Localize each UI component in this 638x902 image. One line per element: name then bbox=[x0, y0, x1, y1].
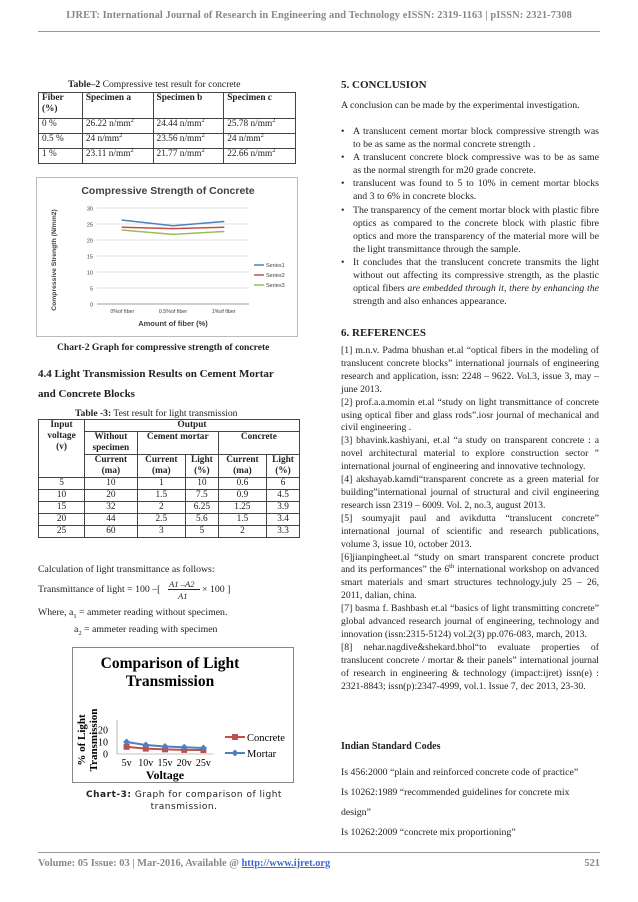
table2-caption bbox=[68, 79, 241, 90]
list-item: Is 10262:1989 “recommended guidelines for concrete mix design” bbox=[341, 787, 570, 818]
x-tick-label: 20v bbox=[176, 758, 192, 769]
table-row bbox=[39, 514, 300, 526]
series-line-series1 bbox=[122, 220, 223, 226]
table3-header-without: Without specimen bbox=[85, 432, 138, 455]
table3-header-concrete: Concrete bbox=[218, 432, 299, 455]
legend-label: Mortar bbox=[247, 749, 277, 760]
table3-subheader: Light (%) bbox=[267, 455, 300, 478]
y-tick-label: 10 bbox=[98, 737, 108, 749]
chart2-caption: Chart-2 Graph for compressive strength of concrete bbox=[57, 342, 270, 353]
y-tick-label: 20 bbox=[98, 725, 108, 737]
table3-cell: 6 bbox=[267, 478, 300, 490]
section44-title-line2: and Concrete Blocks bbox=[38, 388, 135, 400]
superscript: 2 bbox=[201, 116, 205, 124]
y-tick-label: 15 bbox=[86, 254, 93, 261]
table3-caption-text: Test result for light transmission bbox=[111, 408, 238, 419]
data-point bbox=[172, 234, 174, 236]
chart3-caption-text: Graph for comparison of light transmission. bbox=[131, 790, 282, 812]
table3-cell: 44 bbox=[85, 514, 138, 526]
table3-cell: 60 bbox=[85, 526, 138, 538]
table2-cell-value: 26.22 n/mm bbox=[85, 119, 131, 129]
footer-link[interactable]: http://www.ijret.org bbox=[241, 858, 331, 869]
table3-subheader: Current (ma) bbox=[137, 455, 185, 478]
chart3-caption-label: Chart-3: bbox=[86, 790, 132, 800]
table2-cell: 1 % bbox=[39, 149, 83, 164]
x-tick-label: 15v bbox=[157, 758, 173, 769]
table3-cell: 20 bbox=[85, 490, 138, 502]
data-point bbox=[223, 226, 225, 228]
where2-label: a bbox=[74, 624, 79, 635]
table3 bbox=[38, 419, 300, 538]
list-item bbox=[341, 125, 599, 151]
table2 bbox=[38, 92, 296, 164]
table3-cell: 5.6 bbox=[185, 514, 218, 526]
bullet-glyph: • bbox=[341, 178, 345, 190]
table2-cell bbox=[153, 131, 224, 149]
list-item bbox=[341, 151, 599, 177]
list-item: [7] basma f. Bashbash et.al “basics of light transmitting concrete” global advanced research journal of engineering, technology and innovation (issn:2315-5124) vol.2(3) pp.076-083, march, 2013. bbox=[341, 603, 599, 640]
page-number: 521 bbox=[584, 858, 600, 869]
ref6-text: [6]jianpingheet.al “study on smart transparent concrete product and its performances” the 6 bbox=[341, 551, 599, 576]
data-point bbox=[172, 225, 174, 227]
table2-cell: 0.5 % bbox=[39, 134, 83, 149]
data-point bbox=[122, 226, 124, 228]
chart3-frame bbox=[72, 647, 294, 783]
list-item: [2] prof.a.a.momin et.al “study on light transmittance of concrete using optical fiber and glass rods”.iosr journal of mechanical and civil engineering . bbox=[341, 396, 599, 434]
where1-sub: 1 bbox=[73, 612, 77, 620]
chart-title: Compressive Strength of Concrete bbox=[81, 185, 255, 197]
table3-cell: 10 bbox=[85, 478, 138, 490]
codes-title: Indian Standard Codes bbox=[341, 741, 441, 752]
table2-caption-text: Compressive test result for concrete bbox=[100, 79, 241, 90]
table2-cell-value: 21.77 n/mm bbox=[156, 149, 202, 159]
table-row bbox=[39, 526, 300, 538]
x-axis-title: Amount of fiber (%) bbox=[138, 319, 208, 328]
table3-cell: 32 bbox=[85, 502, 138, 514]
where1-text: = ammeter reading without specimen. bbox=[76, 607, 228, 618]
y-axis-title: % of Light bbox=[76, 714, 88, 766]
header-divider bbox=[38, 31, 600, 32]
table3-cell: 5 bbox=[185, 526, 218, 538]
legend-label: Series3 bbox=[266, 283, 285, 289]
table3-cell: 10 bbox=[39, 490, 85, 502]
superscript: 2 bbox=[201, 131, 205, 139]
x-tick-label: 0%of fiber bbox=[110, 309, 135, 315]
x-axis-title: Voltage bbox=[145, 768, 185, 782]
table3-cell: 0.6 bbox=[218, 478, 266, 490]
table3-header-cement: Cement mortar bbox=[137, 432, 218, 455]
legend-marker bbox=[232, 734, 238, 740]
formula-numerator: A1 –A2 bbox=[169, 579, 195, 589]
journal-header: IJRET: International Journal of Research in Engineering and Technology eISSN: 2319-1163 | pISSN: 2321-7308 bbox=[66, 10, 572, 21]
superscript: 2 bbox=[130, 116, 135, 124]
bullet-text: The transparency of the cement mortar block with plastic fibre optics as compared to the concrete block with plastic fibre optics and more the transparency of the material more will be the light transmittance through the sample. bbox=[353, 204, 599, 255]
table2-cell bbox=[153, 146, 224, 164]
table2-cell bbox=[82, 116, 153, 134]
where1-label: Where, a bbox=[38, 607, 74, 618]
conclusion-intro: A conclusion can be made by the experimental investigation. bbox=[341, 100, 580, 111]
chart2-svg bbox=[37, 178, 299, 338]
bullet-text: A translucent concrete block compressive was to be as same as the normal strength for m20 grade concrete. bbox=[353, 152, 599, 177]
table3-subheader: Light (%) bbox=[185, 455, 218, 478]
data-point bbox=[223, 221, 225, 223]
table3-cell: 1 bbox=[137, 478, 185, 490]
list-item bbox=[341, 177, 599, 203]
references-title: 6. REFERENCES bbox=[341, 327, 426, 339]
table3-cell: 15 bbox=[39, 502, 85, 514]
table3-caption-label: Table -3: bbox=[75, 408, 112, 419]
table2-header: Fiber (%) bbox=[39, 93, 83, 119]
table2-cell: 0 % bbox=[39, 119, 83, 134]
table2-cell-value: 25.78 n/mm bbox=[227, 119, 273, 129]
superscript: 2 bbox=[260, 131, 264, 139]
table2-cell bbox=[82, 146, 153, 164]
chart-title: Comparison of Light bbox=[100, 655, 240, 672]
table3-subheader: Current (ma) bbox=[85, 455, 138, 478]
superscript: 2 bbox=[272, 116, 276, 124]
legend-marker bbox=[232, 750, 239, 757]
data-point bbox=[122, 219, 124, 221]
table3-cell: 3.4 bbox=[267, 514, 300, 526]
y-tick-label: 10 bbox=[86, 270, 93, 277]
table3-cell: 3 bbox=[137, 526, 185, 538]
data-point bbox=[223, 231, 225, 233]
bullet-glyph: • bbox=[341, 204, 345, 216]
where-line1 bbox=[38, 606, 227, 623]
table2-cell-value: 22.66 n/mm bbox=[227, 149, 273, 159]
table-row bbox=[39, 149, 296, 164]
chart-title: Transmission bbox=[125, 673, 215, 690]
bullet-text-italic: are embedded through it, there by enhancing the bbox=[407, 283, 599, 295]
table3-cell: 7.5 bbox=[185, 490, 218, 502]
list-item: [8] nehar.nagdive&shekard.bhol“to evaluate properties of translucent concrete / mortar & their panels” international journal of research in engineering & technology (impact:ijret) issn(e) : 2321-8843; issn(p):2347-4999, vol.1. Issue 7, dec 2013, 23-30. bbox=[341, 641, 599, 692]
where-line2 bbox=[74, 623, 217, 640]
x-tick-label: 0.5%of fiber bbox=[158, 309, 188, 315]
table2-cell bbox=[82, 131, 153, 149]
table2-cell bbox=[153, 116, 224, 134]
footer-divider bbox=[38, 852, 600, 853]
table3-cell: 3.9 bbox=[267, 502, 300, 514]
table3-caption bbox=[75, 408, 237, 419]
superscript: 2 bbox=[119, 131, 123, 139]
bullet-glyph: • bbox=[341, 126, 345, 137]
superscript: 2 bbox=[272, 146, 276, 154]
table-row bbox=[39, 119, 296, 134]
references-list bbox=[341, 345, 599, 693]
bullet-text: translucent was found to 5 to 10% in cement mortar blocks and 3 to 6% in concrete blocks. bbox=[353, 178, 599, 203]
chart3-svg bbox=[73, 648, 295, 784]
table3-cell: 2.5 bbox=[137, 514, 185, 526]
superscript: 2 bbox=[130, 146, 134, 154]
bullet-glyph: • bbox=[341, 152, 345, 164]
bullet-glyph: • bbox=[341, 256, 345, 268]
y-tick-label: 0 bbox=[103, 749, 108, 761]
section44-title-line1: 4.4 Light Transmission Results on Cement Mortar bbox=[38, 368, 274, 380]
table3-cell: 3.3 bbox=[267, 526, 300, 538]
table2-cell-value: 24 n/mm bbox=[227, 134, 261, 144]
table3-subheader: Current (ma) bbox=[218, 455, 266, 478]
table3-cell: 10 bbox=[185, 478, 218, 490]
y-axis-title: Compressive Strength (N/mm2) bbox=[51, 209, 58, 311]
table2-header: Specimen b bbox=[153, 93, 224, 119]
data-point bbox=[172, 228, 174, 230]
where2-text: = ammeter reading with specimen bbox=[81, 624, 218, 635]
table3-header-output: Output bbox=[85, 420, 300, 432]
list-item: [3] bhavink.kashiyani, et.al “a study on transparent concrete : a novel architectural material to explore construction sector ” international journal of engineering and innovative technology. bbox=[341, 435, 599, 473]
codes-list bbox=[341, 763, 599, 843]
data-point bbox=[122, 229, 124, 231]
conclusion-title: 5. CONCLUSION bbox=[341, 79, 427, 91]
footer bbox=[38, 858, 600, 869]
table3-cell: 2 bbox=[137, 502, 185, 514]
table3-cell: 2 bbox=[218, 526, 266, 538]
formula-suffix: × 100 ] bbox=[202, 584, 231, 595]
table3-cell: 0.9 bbox=[218, 490, 266, 502]
y-tick-label: 25 bbox=[86, 222, 93, 229]
legend-label: Series1 bbox=[266, 263, 285, 269]
list-item: [1] m.n.v. Padma bhushan et.al “optical fibers in the modeling of translucent concrete blocks” international journals of engineering research and application, issn: 2248 – 9622. Vol.3, issue 3, may – june 2013. bbox=[341, 345, 599, 395]
table3-cell: 25 bbox=[39, 526, 85, 538]
legend-label: Series2 bbox=[266, 273, 285, 279]
list-item bbox=[341, 256, 599, 308]
table3-cell: 5 bbox=[39, 478, 85, 490]
calc-formula bbox=[38, 580, 300, 608]
chart2-frame bbox=[36, 177, 298, 337]
table2-cell bbox=[224, 146, 296, 164]
table-row bbox=[39, 478, 300, 490]
table-row bbox=[39, 502, 300, 514]
superscript: th bbox=[449, 563, 455, 571]
table2-cell-value: 24.44 n/mm bbox=[156, 119, 202, 129]
chart3-caption bbox=[64, 789, 304, 813]
bullet-text: It concludes that the translucent concrete transmits the light without out affecting its compressive strength, as the plastic optical fibers bbox=[353, 256, 599, 295]
table3-cell: 1.5 bbox=[137, 490, 185, 502]
list-item bbox=[341, 552, 599, 604]
table3-cell: 1.5 bbox=[218, 514, 266, 526]
conclusion-bullets bbox=[341, 125, 599, 308]
list-item: [5] soumyajit paul and avikdutta “translucent concrete” international journal of scientific and research publications, volume 3, issue 10, october 2013. bbox=[341, 512, 599, 550]
table2-cell bbox=[224, 131, 296, 149]
x-tick-label: 5v bbox=[121, 758, 132, 769]
y-tick-label: 30 bbox=[86, 206, 93, 213]
legend-label: Concrete bbox=[247, 733, 285, 744]
superscript: 2 bbox=[201, 146, 205, 154]
list-item: Is 456:2000 “plain and reinforced concrete code of practice” bbox=[341, 767, 579, 778]
table-row bbox=[39, 490, 300, 502]
table2-header: Specimen a bbox=[82, 93, 153, 119]
list-item bbox=[341, 204, 599, 256]
bullet-text: A translucent cement mortar block compressive strength was to be as same as the normal concrete strength . bbox=[353, 126, 599, 151]
calc-intro: Calculation of light transmittance as follows: bbox=[38, 564, 215, 575]
x-tick-label: 25v bbox=[195, 758, 211, 769]
table3-cell: 6.25 bbox=[185, 502, 218, 514]
formula-denominator: A1 bbox=[178, 591, 188, 601]
table-row bbox=[39, 134, 296, 149]
where2-sub: 2 bbox=[78, 629, 82, 637]
y-tick-label: 5 bbox=[89, 286, 93, 293]
bullet-text: strength and also enhances appearance. bbox=[353, 296, 507, 308]
table2-caption-label: Table–2 bbox=[68, 79, 101, 90]
table3-cell: 1.25 bbox=[218, 502, 266, 514]
y-tick-label: 0 bbox=[89, 302, 93, 309]
list-item: [4] akshayab.kamdi“transparent concrete as a green material for building”international journal of structural and civil engineering research issn 2319 – 6009. Vol. 2, no.3, august 2013. bbox=[341, 474, 599, 511]
x-tick-label: 1%of fiber bbox=[211, 309, 236, 315]
table2-header: Specimen c bbox=[224, 93, 296, 119]
table3-cell: 4.5 bbox=[267, 490, 300, 502]
table2-cell-value: 24 n/mm bbox=[85, 134, 120, 144]
footer-prefix: Volume: 05 Issue: 03 | Mar-2016, Available @ bbox=[38, 858, 242, 869]
ref6-text-rest: international workshop on advanced smart materials and smart structures technology.july 25 – 26, 2011, dalian, china. bbox=[341, 564, 599, 602]
table3-header-input: Input voltage (v) bbox=[39, 420, 85, 478]
list-item: Is 10262:2009 “concrete mix proportioning” bbox=[341, 827, 516, 838]
table3-cell: 20 bbox=[39, 514, 85, 526]
table2-cell-value: 23.11 n/mm bbox=[85, 149, 131, 159]
y-tick-label: 20 bbox=[86, 238, 93, 245]
x-tick-label: 10v bbox=[138, 758, 154, 769]
y-axis-title: Transmission bbox=[88, 708, 100, 772]
table2-cell-value: 23.56 n/mm bbox=[156, 134, 202, 144]
formula-prefix: Transmittance of light = 100 –[ bbox=[38, 584, 161, 595]
